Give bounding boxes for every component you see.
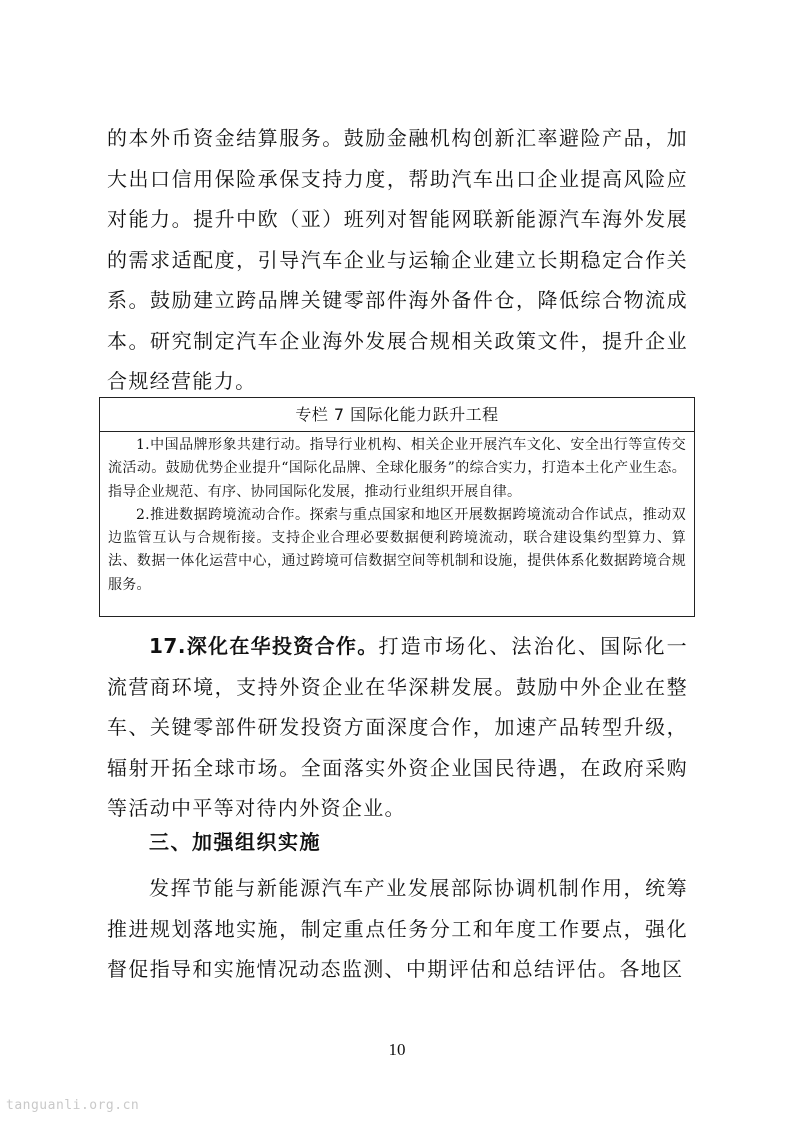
feature-box-item-data: 2.推进数据跨境流动合作。探索与重点国家和地区开展数据跨境流动合作试点，推动双边监管互认与合规衔接。支持企业合理必要数据便利跨境流动，联合建设集约型算力、算法、数据一体化运营中心，通过跨境可信数据空间等机制和设施，提供体系化数据跨境合规服务。 xyxy=(108,506,686,593)
paragraph-organization: 发挥节能与新能源汽车产业发展部际协调机制作用，统筹推进规划落地实施，制定重点任务分工和年度工作要点，强化督促指导和实施情况动态监测、中期评估和总结评估。各地区 xyxy=(107,876,688,981)
page-number: 10 xyxy=(388,1040,406,1059)
feature-box-title: 专栏 7 国际化能力跃升工程 xyxy=(100,398,694,432)
paragraph-investment-cooperation xyxy=(107,626,688,829)
feature-box-item-brand: 1.中国品牌形象共建行动。指导行业机构、相关企业开展汽车文化、安全出行等宣传交流活动。鼓励优势企业提升“国际化品牌、全球化服务”的综合实力，打造本土化产业生态。指导企业规范、有序、协同国际化发展，推动行业组织开展自律。 xyxy=(108,437,686,500)
paragraph-lead-heading: 17.深化在华投资合作。 xyxy=(149,634,379,658)
paragraph-financial-services: 的本外币资金结算服务。鼓励金融机构创新汇率避险产品，加大出口信用保险承保支持力度，帮助汽车出口企业提高风险应对能力。提升中欧（亚）班列对智能网联新能源汽车海外发展的需求适配度，引导汽车企业与运输企业建立长期稳定合作关系。鼓励建立跨品牌关键零部件海外备件仓，降低综合物流成本。研究制定汽车企业海外发展合规相关政策文件，提升企业合规经营能力。 xyxy=(107,126,688,393)
section-heading: 三、加强组织实施 xyxy=(149,830,321,854)
feature-box-body xyxy=(100,432,694,597)
paragraph-body: 打造市场化、法治化、国际化一流营商环境，支持外资企业在华深耕发展。鼓励中外企业在整车、关键零部件研发投资方面深度合作，加速产品转型升级，辐射开拓全球市场。全面落实外资企业国民待遇，在政府采购等活动中平等对待内外资企业。 xyxy=(107,634,688,820)
watermark: tanguanli.org.cn xyxy=(6,1098,140,1113)
feature-box xyxy=(99,397,695,617)
